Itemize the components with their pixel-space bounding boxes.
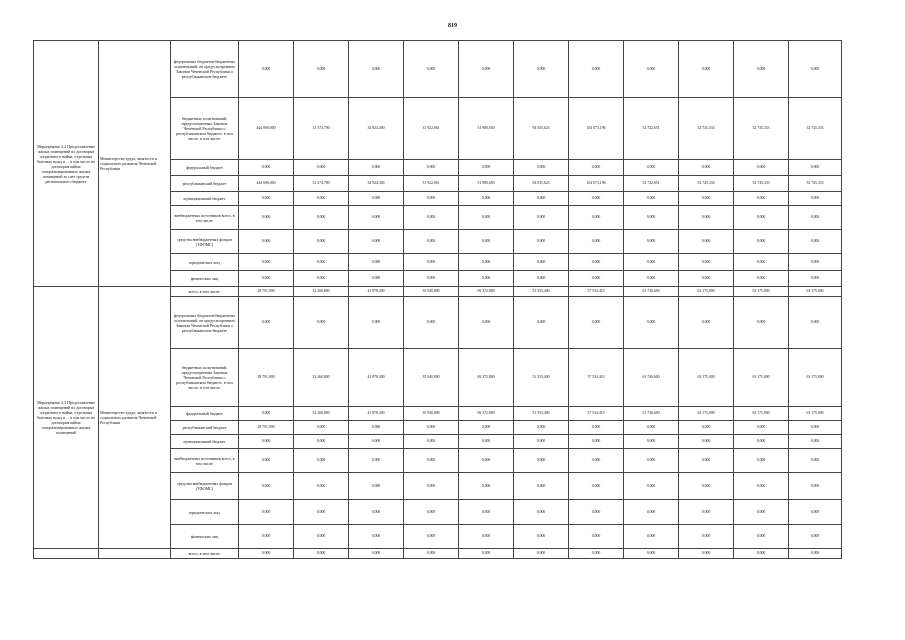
page-number: 819 [448, 23, 457, 29]
value-cell: 0,000 [679, 525, 734, 549]
value-cell: 0,000 [239, 449, 294, 473]
value-cell: 0,000 [294, 254, 349, 271]
value-cell: 0,000 [514, 271, 569, 287]
value-cell: 0,000 [404, 297, 459, 349]
value-cell: 0,000 [569, 192, 624, 206]
executor-cell: Министерство труда, занятости и социального развития Чеченской Республики [99, 287, 171, 549]
value-cell: 0,000 [239, 206, 294, 230]
value-cell: 0,000 [679, 297, 734, 349]
value-cell: 0,000 [459, 297, 514, 349]
value-cell: 63 175,000 [679, 349, 734, 407]
value-cell: 32 260,800 [294, 349, 349, 407]
value-cell: 104 073,196 [569, 98, 624, 160]
value-cell: 0,000 [239, 473, 294, 500]
value-cell: 0,000 [294, 435, 349, 449]
value-cell: 0,000 [734, 473, 789, 500]
value-cell: 34 924,300 [349, 98, 404, 160]
value-cell: 0,000 [624, 254, 679, 271]
value-cell: 63 175,000 [734, 407, 789, 421]
value-cell: 52 745,333 [734, 176, 789, 192]
value-cell: 0,000 [569, 230, 624, 254]
value-cell: 0,000 [569, 421, 624, 435]
value-cell: 0,000 [459, 41, 514, 98]
funding-source-label: юридических лиц [171, 254, 239, 271]
value-cell: 0,000 [734, 160, 789, 176]
value-cell: 444 690,000 [239, 98, 294, 160]
value-cell: 69 372,800 [459, 287, 514, 297]
funding-source-label: федеральный бюджет [171, 160, 239, 176]
measure-name-cell [34, 549, 99, 559]
value-cell: 41 878,300 [349, 349, 404, 407]
value-cell: 0,000 [734, 449, 789, 473]
value-cell: 0,000 [349, 41, 404, 98]
value-cell: 52 745,333 [789, 98, 842, 160]
value-cell: 0,000 [349, 297, 404, 349]
value-cell: 0,000 [404, 525, 459, 549]
executor-cell: Министерство труда, занятости и социального развития Чеченской Республики [99, 41, 171, 287]
value-cell: 0,000 [569, 525, 624, 549]
value-cell: 0,000 [679, 41, 734, 98]
value-cell: 0,000 [294, 421, 349, 435]
value-cell: 52 745,333 [734, 98, 789, 160]
value-cell: 51 553,400 [514, 349, 569, 407]
value-cell: 0,000 [514, 549, 569, 559]
value-cell: 0,000 [624, 549, 679, 559]
value-cell: 0,000 [789, 160, 842, 176]
value-cell: 0,000 [459, 500, 514, 525]
value-cell: 0,000 [404, 192, 459, 206]
value-cell: 35 940,800 [404, 349, 459, 407]
value-cell: 0,000 [789, 271, 842, 287]
funding-source-label: республиканский бюджет [171, 176, 239, 192]
value-cell: 31 922,061 [404, 98, 459, 160]
value-cell: 69 372,800 [459, 407, 514, 421]
value-cell: 28 791,900 [239, 287, 294, 297]
value-cell: 104 073,196 [569, 176, 624, 192]
value-cell: 0,000 [514, 41, 569, 98]
value-cell: 0,000 [679, 500, 734, 525]
value-cell: 0,000 [569, 449, 624, 473]
value-cell: 0,000 [514, 435, 569, 449]
value-cell: 0,000 [514, 525, 569, 549]
value-cell: 0,000 [514, 297, 569, 349]
value-cell: 0,000 [624, 525, 679, 549]
value-cell: 0,000 [789, 500, 842, 525]
value-cell: 0,000 [404, 435, 459, 449]
value-cell: 0,000 [679, 230, 734, 254]
value-cell: 0,000 [294, 206, 349, 230]
value-cell: 0,000 [239, 230, 294, 254]
value-cell: 0,000 [734, 230, 789, 254]
value-cell: 0,000 [404, 271, 459, 287]
value-cell: 32 260,800 [294, 407, 349, 421]
value-cell: 0,000 [294, 549, 349, 559]
value-cell: 0,000 [734, 192, 789, 206]
value-cell: 0,000 [679, 549, 734, 559]
value-cell: 63 175,000 [789, 407, 842, 421]
value-cell: 0,000 [789, 549, 842, 559]
value-cell: 0,000 [679, 271, 734, 287]
value-cell: 0,000 [459, 230, 514, 254]
value-cell: 0,000 [239, 192, 294, 206]
funding-table [33, 40, 842, 559]
value-cell: 0,000 [514, 473, 569, 500]
value-cell: 0,000 [294, 160, 349, 176]
value-cell: 0,000 [294, 525, 349, 549]
value-cell: 0,000 [349, 230, 404, 254]
value-cell: 0,000 [294, 449, 349, 473]
value-cell: 0,000 [404, 41, 459, 98]
value-cell: 0,000 [569, 297, 624, 349]
funding-source-label: федеральных бюджетов/бюджетных ассигнований, не предусмотренных Законом Чеченской Республики о республиканском бюджете [171, 297, 239, 349]
value-cell: 0,000 [349, 254, 404, 271]
value-cell: 0,000 [624, 230, 679, 254]
value-cell: 0,000 [239, 407, 294, 421]
value-cell: 51 553,400 [514, 287, 569, 297]
value-cell: 0,000 [734, 435, 789, 449]
value-cell: 52 745,333 [789, 176, 842, 192]
value-cell: 0,000 [349, 160, 404, 176]
value-cell: 0,000 [459, 549, 514, 559]
value-cell: 94 035,623 [514, 176, 569, 192]
value-cell: 0,000 [294, 297, 349, 349]
value-cell: 0,000 [294, 230, 349, 254]
funding-source-label: бюджетных ассигнований, предусмотренных Законом Чеченской Республики о республиканском бюджете, в том числе: в том числе: [171, 98, 239, 160]
value-cell: 0,000 [294, 473, 349, 500]
value-cell: 0,000 [789, 473, 842, 500]
measure-name-cell: Мероприятие 2.2 Предоставление жилых помещений по договорам социального найма, отдельных бытовых нужд и ... в том числе по договорам найма специализированных жилых помещений за счет средств регионального бюджета [34, 41, 99, 287]
value-cell: 41 878,300 [349, 287, 404, 297]
value-cell: 0,000 [789, 254, 842, 271]
value-cell: 0,000 [679, 192, 734, 206]
value-cell: 0,000 [514, 160, 569, 176]
value-cell: 0,000 [624, 473, 679, 500]
table-row [34, 549, 842, 559]
value-cell: 0,000 [239, 160, 294, 176]
value-cell: 0,000 [734, 254, 789, 271]
funding-source-label: внебюджетных источников всего, в том числе: [171, 206, 239, 230]
value-cell: 0,000 [239, 525, 294, 549]
value-cell: 0,000 [789, 206, 842, 230]
value-cell: 0,000 [569, 435, 624, 449]
value-cell: 0,000 [239, 549, 294, 559]
value-cell: 31 922,061 [404, 176, 459, 192]
value-cell: 51 553,400 [514, 407, 569, 421]
value-cell: 0,000 [734, 41, 789, 98]
value-cell: 35 940,800 [404, 287, 459, 297]
value-cell: 0,000 [514, 206, 569, 230]
value-cell: 63 175,000 [679, 287, 734, 297]
value-cell: 57 534,410 [569, 287, 624, 297]
value-cell: 0,000 [679, 473, 734, 500]
funding-source-label: федеральных бюджетов/бюджетных ассигнований, не предусмотренных Законом Чеченской Республики о республиканском бюджете [171, 41, 239, 98]
value-cell: 32 260,800 [294, 287, 349, 297]
value-cell: 0,000 [459, 271, 514, 287]
value-cell: 0,000 [459, 421, 514, 435]
value-cell: 0,000 [734, 421, 789, 435]
value-cell: 0,000 [404, 421, 459, 435]
value-cell: 0,000 [569, 473, 624, 500]
value-cell: 0,000 [789, 421, 842, 435]
value-cell: 61 746,600 [624, 407, 679, 421]
value-cell: 52 722,651 [624, 176, 679, 192]
value-cell: 0,000 [624, 421, 679, 435]
value-cell: 61 746,600 [624, 287, 679, 297]
value-cell: 0,000 [404, 549, 459, 559]
value-cell: 0,000 [404, 500, 459, 525]
funding-source-label: всего, в том числе: [171, 549, 239, 559]
funding-source-label: юридических лиц [171, 500, 239, 525]
value-cell: 0,000 [239, 435, 294, 449]
value-cell: 0,000 [624, 500, 679, 525]
value-cell: 0,000 [239, 41, 294, 98]
value-cell: 63 175,000 [734, 349, 789, 407]
value-cell: 0,000 [514, 254, 569, 271]
value-cell: 0,000 [789, 41, 842, 98]
value-cell: 0,000 [624, 206, 679, 230]
value-cell: 57 534,410 [569, 349, 624, 407]
value-cell: 0,000 [459, 160, 514, 176]
funding-source-label: средства внебюджетных фондов (ТФОМС) [171, 473, 239, 500]
value-cell: 0,000 [734, 549, 789, 559]
value-cell: 0,000 [514, 500, 569, 525]
value-cell: 0,000 [789, 297, 842, 349]
value-cell: 69 372,800 [459, 349, 514, 407]
value-cell: 28 791,900 [239, 349, 294, 407]
value-cell: 0,000 [679, 435, 734, 449]
executor-cell [99, 549, 171, 559]
value-cell: 0,000 [404, 254, 459, 271]
value-cell: 0,000 [404, 230, 459, 254]
value-cell: 0,000 [624, 435, 679, 449]
table-row [34, 287, 842, 297]
value-cell: 31 374,700 [294, 98, 349, 160]
value-cell: 0,000 [734, 525, 789, 549]
value-cell: 0,000 [294, 41, 349, 98]
measure-name-cell: Мероприятие 2.3 Предоставление жилых помещений по договорам социального найма, отдельных бытовых нужд и ... в том числе по договорам найма специализированных жилых помещений [34, 287, 99, 549]
value-cell: 0,000 [624, 271, 679, 287]
value-cell: 0,000 [734, 271, 789, 287]
value-cell: 0,000 [404, 449, 459, 473]
value-cell: 31 374,700 [294, 176, 349, 192]
value-cell: 0,000 [349, 449, 404, 473]
value-cell: 0,000 [679, 421, 734, 435]
value-cell: 0,000 [789, 435, 842, 449]
funding-source-label: всего, в том числе: [171, 287, 239, 297]
value-cell: 0,000 [514, 421, 569, 435]
value-cell: 0,000 [294, 500, 349, 525]
value-cell: 0,000 [789, 449, 842, 473]
value-cell: 0,000 [569, 500, 624, 525]
value-cell: 0,000 [349, 271, 404, 287]
value-cell: 0,000 [679, 206, 734, 230]
funding-source-label: федеральный бюджет [171, 407, 239, 421]
value-cell: 63 175,000 [734, 287, 789, 297]
value-cell: 0,000 [459, 473, 514, 500]
value-cell: 35 940,800 [404, 407, 459, 421]
value-cell: 444 690,000 [239, 176, 294, 192]
table-row [34, 41, 842, 98]
value-cell: 0,000 [349, 500, 404, 525]
value-cell: 0,000 [734, 297, 789, 349]
value-cell: 0,000 [569, 160, 624, 176]
table-body [34, 41, 842, 559]
value-cell: 0,000 [569, 254, 624, 271]
value-cell: 61 746,600 [624, 349, 679, 407]
value-cell: 0,000 [349, 549, 404, 559]
value-cell: 0,000 [569, 41, 624, 98]
value-cell: 0,000 [679, 449, 734, 473]
value-cell: 0,000 [624, 160, 679, 176]
value-cell: 0,000 [404, 206, 459, 230]
value-cell: 34 924,300 [349, 176, 404, 192]
value-cell: 0,000 [734, 206, 789, 230]
value-cell: 0,000 [624, 449, 679, 473]
value-cell: 0,000 [459, 525, 514, 549]
value-cell: 0,000 [789, 525, 842, 549]
value-cell: 0,000 [514, 230, 569, 254]
value-cell: 52 745,333 [679, 98, 734, 160]
value-cell: 63 175,000 [789, 349, 842, 407]
value-cell: 63 175,000 [679, 407, 734, 421]
value-cell: 0,000 [349, 421, 404, 435]
value-cell: 52 745,333 [679, 176, 734, 192]
value-cell: 28 791,900 [239, 421, 294, 435]
value-cell: 0,000 [459, 192, 514, 206]
value-cell: 0,000 [624, 41, 679, 98]
funding-source-label: муниципальный бюджет [171, 192, 239, 206]
value-cell: 0,000 [239, 500, 294, 525]
value-cell: 0,000 [514, 192, 569, 206]
value-cell: 57 534,410 [569, 407, 624, 421]
value-cell: 94 035,623 [514, 98, 569, 160]
value-cell: 0,000 [514, 449, 569, 473]
value-cell: 0,000 [294, 271, 349, 287]
value-cell: 0,000 [404, 473, 459, 500]
value-cell: 0,000 [349, 525, 404, 549]
value-cell: 51 980,650 [459, 176, 514, 192]
value-cell: 63 175,000 [789, 287, 842, 297]
value-cell: 0,000 [679, 160, 734, 176]
value-cell: 0,000 [789, 192, 842, 206]
value-cell: 51 980,650 [459, 98, 514, 160]
value-cell: 0,000 [624, 297, 679, 349]
value-cell: 0,000 [349, 192, 404, 206]
value-cell: 0,000 [459, 254, 514, 271]
value-cell: 0,000 [349, 206, 404, 230]
value-cell: 0,000 [569, 549, 624, 559]
value-cell: 52 722,651 [624, 98, 679, 160]
funding-source-label: муниципальный бюджет [171, 435, 239, 449]
funding-source-label: бюджетных ассигнований, предусмотренных Законом Чеченской Республики о республиканском бюджете, в том числе: в том числе: [171, 349, 239, 407]
value-cell: 0,000 [349, 435, 404, 449]
value-cell: 0,000 [239, 297, 294, 349]
funding-source-label: средства внебюджетных фондов (ТФОМС) [171, 230, 239, 254]
value-cell: 0,000 [734, 500, 789, 525]
value-cell: 0,000 [294, 192, 349, 206]
value-cell: 0,000 [459, 435, 514, 449]
funding-source-label: физических лиц [171, 525, 239, 549]
value-cell: 0,000 [624, 192, 679, 206]
value-cell: 41 878,300 [349, 407, 404, 421]
value-cell: 0,000 [459, 206, 514, 230]
value-cell: 0,000 [459, 449, 514, 473]
value-cell: 0,000 [239, 271, 294, 287]
value-cell: 0,000 [569, 271, 624, 287]
funding-source-label: республиканский бюджет [171, 421, 239, 435]
funding-source-label: внебюджетных источников всего, в том числе: [171, 449, 239, 473]
value-cell: 0,000 [789, 230, 842, 254]
funding-source-label: физических лиц [171, 271, 239, 287]
value-cell: 0,000 [569, 206, 624, 230]
value-cell: 0,000 [349, 473, 404, 500]
value-cell: 0,000 [679, 254, 734, 271]
value-cell: 0,000 [239, 254, 294, 271]
value-cell: 0,000 [404, 160, 459, 176]
